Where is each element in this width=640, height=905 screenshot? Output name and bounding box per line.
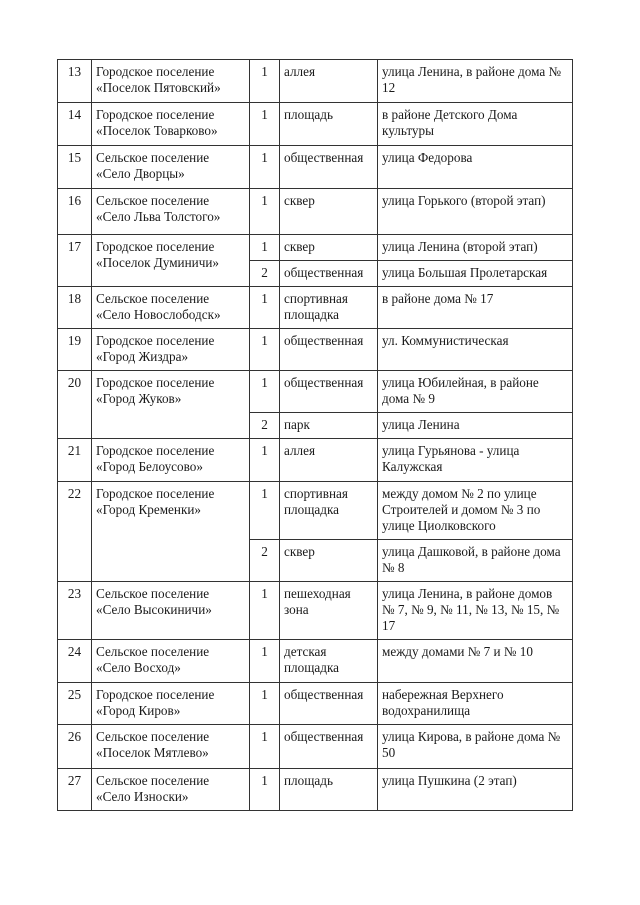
- settlement-name-cell: Сельское поселение «Село Дворцы»: [92, 146, 250, 189]
- row-number-cell: 19: [58, 329, 92, 371]
- settlement-name-cell: Сельское поселение «Село Восход»: [92, 640, 250, 683]
- item-index-cell: 1: [250, 329, 280, 371]
- location-cell: между домом № 2 по улице Строителей и домом № 3 по улице Циолковского: [378, 482, 573, 540]
- territory-type-cell: сквер: [280, 189, 378, 235]
- settlement-name-cell: Сельское поселение «Село Новослободск»: [92, 287, 250, 329]
- location-cell: в районе Детского Дома культуры: [378, 103, 573, 146]
- table-row: [58, 371, 573, 413]
- location-cell: в районе дома № 17: [378, 287, 573, 329]
- table-row: [58, 769, 573, 811]
- territory-type-cell: площадь: [280, 103, 378, 146]
- settlement-name-cell: Сельское поселение «Село Льва Толстого»: [92, 189, 250, 235]
- row-number-cell: 21: [58, 439, 92, 482]
- table-row: [58, 439, 573, 482]
- row-number-cell: 22: [58, 482, 92, 582]
- row-number-cell: 16: [58, 189, 92, 235]
- item-index-cell: 1: [250, 189, 280, 235]
- item-index-cell: 1: [250, 103, 280, 146]
- territory-type-cell: общественная: [280, 725, 378, 769]
- settlement-name-cell: Сельское поселение «Село Высокиничи»: [92, 582, 250, 640]
- settlement-name-cell: Городское поселение «Город Жиздра»: [92, 329, 250, 371]
- table-row: [58, 640, 573, 683]
- item-index-cell: 1: [250, 683, 280, 725]
- location-cell: улица Ленина (второй этап): [378, 235, 573, 261]
- territory-type-cell: площадь: [280, 769, 378, 811]
- item-index-cell: 1: [250, 769, 280, 811]
- row-number-cell: 27: [58, 769, 92, 811]
- item-index-cell: 1: [250, 60, 280, 103]
- table-row: [58, 329, 573, 371]
- location-cell: улица Ленина: [378, 413, 573, 439]
- territory-type-cell: общественная: [280, 146, 378, 189]
- settlements-table: [57, 59, 573, 811]
- location-cell: набережная Верхнего водохранилища: [378, 683, 573, 725]
- item-index-cell: 1: [250, 439, 280, 482]
- item-index-cell: 2: [250, 413, 280, 439]
- item-index-cell: 1: [250, 582, 280, 640]
- row-number-cell: 26: [58, 725, 92, 769]
- territory-type-cell: парк: [280, 413, 378, 439]
- settlement-name-cell: Сельское поселение «Село Износки»: [92, 769, 250, 811]
- location-cell: между домами № 7 и № 10: [378, 640, 573, 683]
- territory-type-cell: общественная: [280, 329, 378, 371]
- item-index-cell: 1: [250, 146, 280, 189]
- location-cell: улица Гурьянова - улица Калужская: [378, 439, 573, 482]
- table-row: [58, 582, 573, 640]
- item-index-cell: 1: [250, 287, 280, 329]
- settlement-name-cell: Городское поселение «Город Кременки»: [92, 482, 250, 582]
- settlement-name-cell: Сельское поселение «Поселок Мятлево»: [92, 725, 250, 769]
- location-cell: улица Пушкина (2 этап): [378, 769, 573, 811]
- settlement-name-cell: Городское поселение «Город Жуков»: [92, 371, 250, 439]
- territory-type-cell: спортивная площадка: [280, 287, 378, 329]
- territory-type-cell: спортивная площадка: [280, 482, 378, 540]
- location-cell: улица Ленина, в районе домов № 7, № 9, № 11, № 13, № 15, № 17: [378, 582, 573, 640]
- row-number-cell: 13: [58, 60, 92, 103]
- territory-type-cell: аллея: [280, 439, 378, 482]
- territory-type-cell: сквер: [280, 540, 378, 582]
- territory-type-cell: сквер: [280, 235, 378, 261]
- location-cell: улица Федорова: [378, 146, 573, 189]
- item-index-cell: 1: [250, 235, 280, 261]
- item-index-cell: 1: [250, 640, 280, 683]
- settlement-name-cell: Городское поселение «Поселок Думиничи»: [92, 235, 250, 287]
- table-row: [58, 235, 573, 261]
- table-body: [58, 60, 573, 811]
- location-cell: улица Горького (второй этап): [378, 189, 573, 235]
- row-number-cell: 18: [58, 287, 92, 329]
- territory-type-cell: общественная: [280, 261, 378, 287]
- row-number-cell: 20: [58, 371, 92, 439]
- territory-type-cell: пешеходная зона: [280, 582, 378, 640]
- item-index-cell: 1: [250, 482, 280, 540]
- location-cell: улица Юбилейная, в районе дома № 9: [378, 371, 573, 413]
- table-row: [58, 287, 573, 329]
- table-row: [58, 146, 573, 189]
- table-row: [58, 60, 573, 103]
- territory-type-cell: аллея: [280, 60, 378, 103]
- row-number-cell: 25: [58, 683, 92, 725]
- row-number-cell: 17: [58, 235, 92, 287]
- location-cell: улица Большая Пролетарская: [378, 261, 573, 287]
- item-index-cell: 1: [250, 725, 280, 769]
- territory-type-cell: общественная: [280, 683, 378, 725]
- location-cell: ул. Коммунистическая: [378, 329, 573, 371]
- item-index-cell: 1: [250, 371, 280, 413]
- location-cell: улица Кирова, в районе дома № 50: [378, 725, 573, 769]
- row-number-cell: 15: [58, 146, 92, 189]
- table-row: [58, 482, 573, 540]
- row-number-cell: 23: [58, 582, 92, 640]
- settlement-name-cell: Городское поселение «Город Киров»: [92, 683, 250, 725]
- row-number-cell: 14: [58, 103, 92, 146]
- settlement-name-cell: Городское поселение «Город Белоусово»: [92, 439, 250, 482]
- table-row: [58, 103, 573, 146]
- location-cell: улица Дашковой, в районе дома № 8: [378, 540, 573, 582]
- item-index-cell: 2: [250, 540, 280, 582]
- settlement-name-cell: Городское поселение «Поселок Товарково»: [92, 103, 250, 146]
- table-row: [58, 189, 573, 235]
- table-row: [58, 683, 573, 725]
- location-cell: улица Ленина, в районе дома № 12: [378, 60, 573, 103]
- territory-type-cell: детская площадка: [280, 640, 378, 683]
- table-row: [58, 725, 573, 769]
- row-number-cell: 24: [58, 640, 92, 683]
- settlement-name-cell: Городское поселение «Поселок Пятовский»: [92, 60, 250, 103]
- territory-type-cell: общественная: [280, 371, 378, 413]
- item-index-cell: 2: [250, 261, 280, 287]
